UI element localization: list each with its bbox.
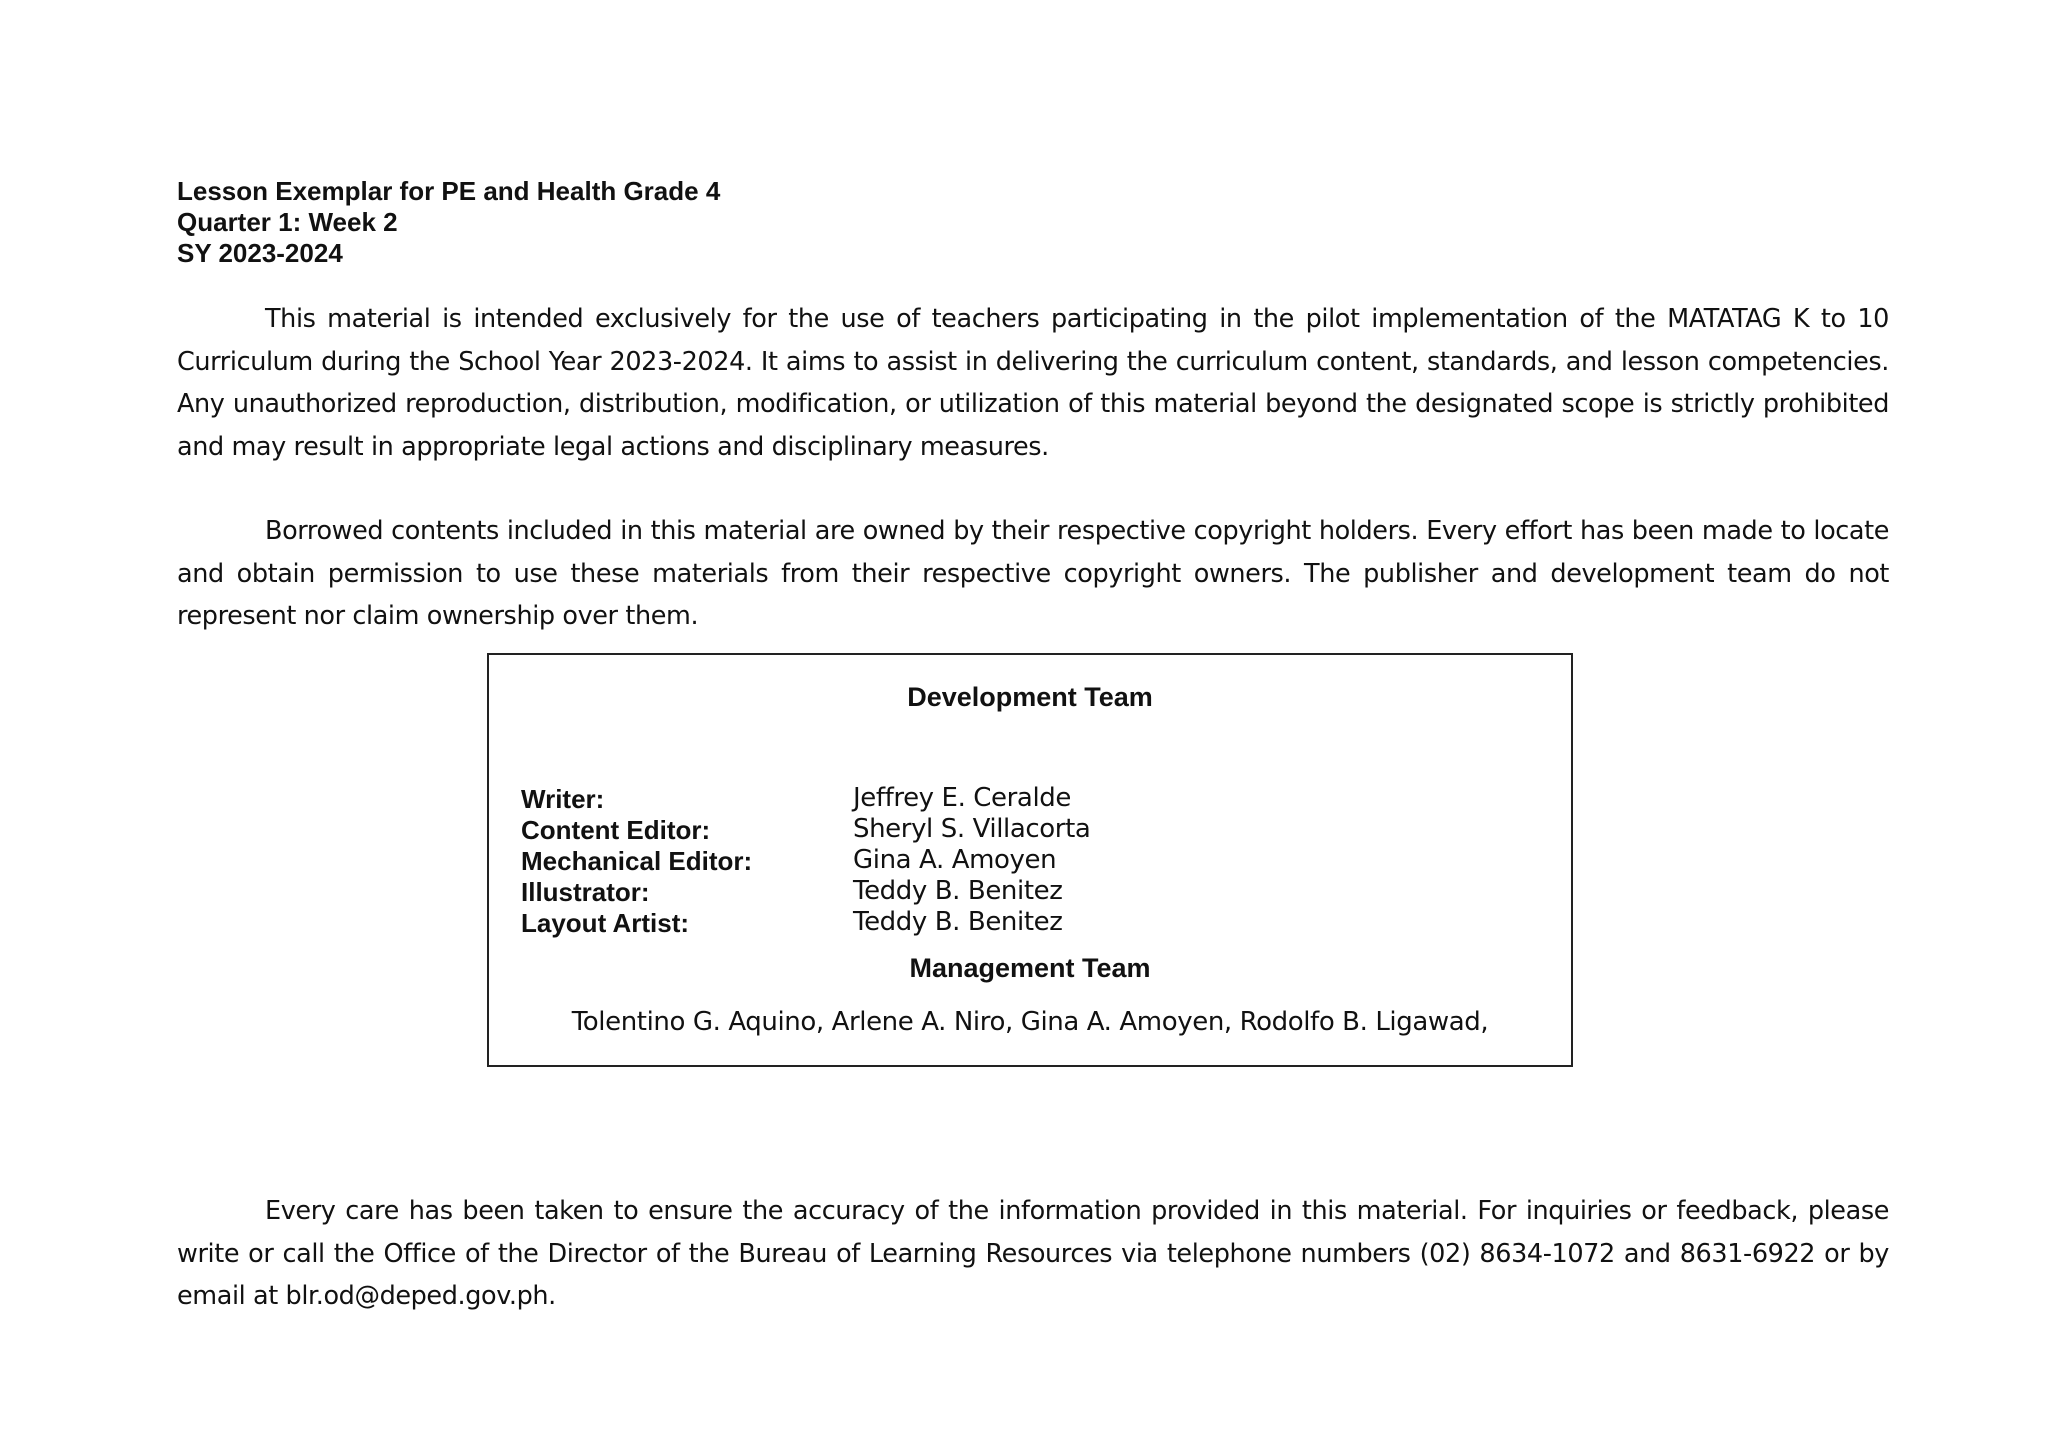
header-title: Lesson Exemplar for PE and Health Grade 4: [177, 176, 721, 206]
development-team-title: Development Team: [907, 682, 1153, 712]
usage-notice-paragraph: This material is intended exclusively for the use of teachers participating in the pilot implementation of the MATATAG K to 10 Curriculum during the School Year 2023-2024. It aims to assist in delivering the curriculum content, standards, and lesson competencies. Any unauthorized reproduction, distribution, modification, or utilization of this material beyond the designated scope is strictly prohibited and may result in appropriate legal actions and disciplinary measures.: [177, 304, 1889, 462]
team-box: [487, 653, 1573, 1067]
role-label: Illustrator:: [521, 877, 650, 907]
copyright-notice-paragraph: Borrowed contents included in this material are owned by their respective copyright holders. Every effort has been made to locate and obtain permission to use these materials from their respective copyright owners. The publisher and development team do not represent nor claim ownership over them.: [177, 516, 1889, 631]
role-name: Sheryl S. Villacorta: [853, 814, 1091, 844]
role-label: Mechanical Editor:: [521, 846, 753, 876]
role-label: Layout Artist:: [521, 908, 690, 938]
role-label: Content Editor:: [521, 815, 711, 845]
management-team-title: Management Team: [909, 953, 1151, 983]
role-name: Jeffrey E. Ceralde: [853, 783, 1071, 813]
role-name: Teddy B. Benitez: [853, 907, 1063, 937]
role-name: Teddy B. Benitez: [853, 876, 1063, 906]
contact-info-paragraph: Every care has been taken to ensure the accuracy of the information provided in this material. For inquiries or feedback, please write or call the Office of the Director of the Bureau of Learning Resources via telephone numbers (02) 8634-1072 and 8631-6922 or by email at blr.od@deped.gov.ph.: [177, 1196, 1889, 1311]
document-header: [177, 176, 720, 269]
header-quarter-week: Quarter 1: Week 2: [177, 207, 398, 237]
management-team-names: Tolentino G. Aquino, Arlene A. Niro, Gina A. Amoyen, Rodolfo B. Ligawad,: [571, 1007, 1489, 1036]
header-school-year: SY 2023-2024: [177, 238, 343, 268]
role-label: Writer:: [521, 784, 605, 814]
role-name: Gina A. Amoyen: [853, 845, 1057, 875]
